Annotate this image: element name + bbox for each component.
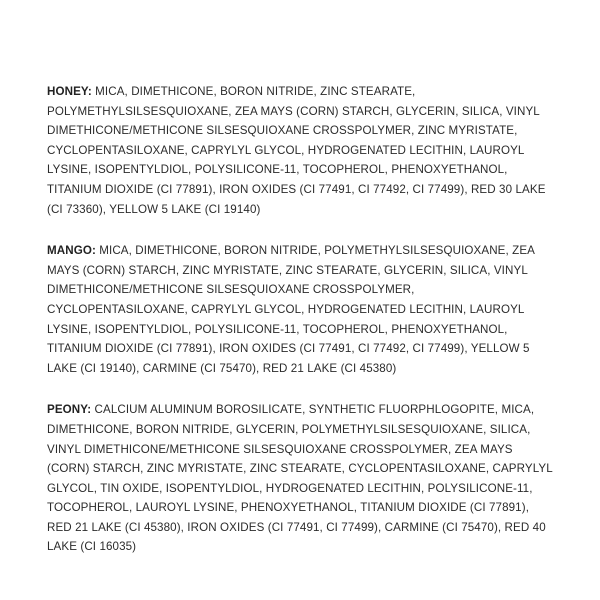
ingredient-entry-peony [47,400,557,557]
ingredients-list [47,82,557,579]
ingredients-text: MICA, DIMETHICONE, BORON NITRIDE, POLYMETHYLSILSESQUIOXANE, ZEA MAYS (CORN) STARCH, ZINC MYRISTATE, ZINC STEARATE, GLYCERIN, SILICA, VINYL DIMETHICONE/METHICONE SILSESQUIOXANE CROSSPOLYMER, CYCLOPENTASILOXANE, CAPRYLYL GLYCOL, HYDROGENATED LECITHIN, LAUROYL LYSINE, ISOPENTYLDIOL, POLYSILICONE-11, TOCOPHEROL, PHENOXYETHANOL, TITANIUM DIOXIDE (CI 77891), IRON OXIDES (CI 77491, CI 77492, CI 77499), YELLOW 5 LAKE (CI 19140), CARMINE (CI 75470), RED 21 LAKE (CI 45380) [47,244,535,375]
shade-name-label: HONEY: [47,85,92,98]
shade-name-label: PEONY: [47,403,92,417]
ingredients-text: CALCIUM ALUMINUM BOROSILICATE, SYNTHETIC FLUORPHLOGOPITE, MICA, DIMETHICONE, BORON NITRIDE, GLYCERIN, POLYMETHYLSILSESQUIOXANE, SILICA, VINYL DIMETHICONE/METHICONE SILSESQUIOXANE CROSSPOLYMER, ZEA MAYS (CORN) STARCH, ZINC MYRISTATE, ZINC STEARATE, CYCLOPENTASILOXANE, CAPRYLYL GLYCOL, TIN OXIDE, ISOPENTYLDIOL, HYDROGENATED LECITHIN, POLYSILICONE-11, TOCOPHEROL, LAUROYL LYSINE, PHENOXYETHANOL, TITANIUM DIOXIDE (CI 77891), RED 21 LAKE (CI 45380), IRON OXIDES (CI 77491, CI 77499), CARMINE (CI 75470), RED 40 LAKE (CI 16035) [47,403,553,554]
ingredient-entry-mango [47,241,557,378]
ingredient-entry-honey [47,82,557,219]
shade-name-label: MANGO: [47,244,96,258]
ingredients-text: MICA, DIMETHICONE, BORON NITRIDE, ZINC STEARATE, POLYMETHYLSILSESQUIOXANE, ZEA MAYS (CORN) STARCH, GLYCERIN, SILICA, VINYL DIMETHICONE/METHICONE SILSESQUIOXANE CROSSPOLYMER, ZINC MYRISTATE, CYCLOPENTASILOXANE, CAPRYLYL GLYCOL, HYDROGENATED LECITHIN, LAUROYL LYSINE, ISOPENTYLDIOL, POLYSILICONE-11, TOCOPHEROL, PHENOXYETHANOL, TITANIUM DIOXIDE (CI 77891), IRON OXIDES (CI 77491, CI 77492, CI 77499), RED 30 LAKE (CI 73360), YELLOW 5 LAKE (CI 19140) [47,85,546,216]
